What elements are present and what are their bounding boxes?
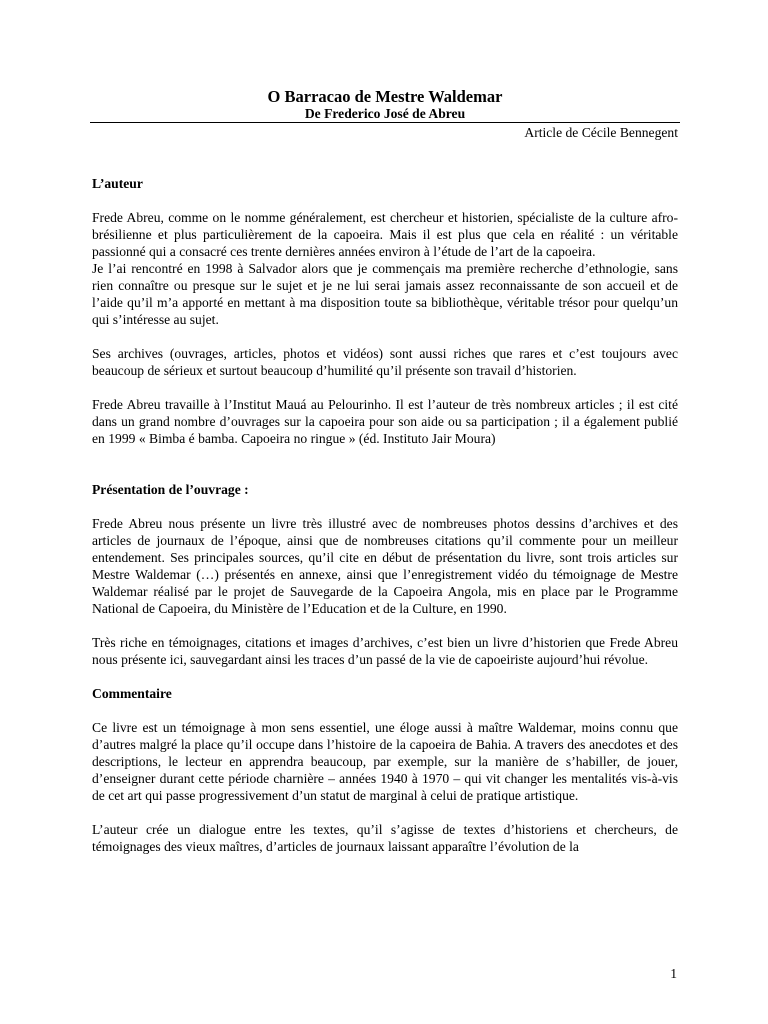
paragraph: Ce livre est un témoignage à mon sens essentiel, une éloge aussi à maître Waldemar, moins connu que d’autres malgré la place qu’il occupe dans l’histoire de la capoeira de Bahia. A travers des anecdotes et des descriptions, le lecteur en apprendra beaucoup, par exemple, sur la manière de s’habiller, de jouer, d’enseigner durant cette période charnière – années 1940 à 1970 – qui vit changer les mentalités vis-à-vis de cet art qui passe progressivement d’un statut de marginal à celui de pratique artistique. bbox=[92, 720, 678, 803]
paragraph: Frede Abreu, comme on le nomme généralement, est chercheur et historien, spécialiste de la culture afro-brésilienne et plus particulièrement de la capoeira. Mais il est plus que cela en réalité : un véritable passionné qui a consacré ces trente dernières années environ à l’étude de l’art de la capoeira. bbox=[92, 210, 678, 259]
document-subtitle: De Frederico José de Abreu bbox=[304, 106, 466, 121]
article-byline: Article de Cécile Bennegent bbox=[524, 125, 678, 140]
paragraph: Ses archives (ouvrages, articles, photos et vidéos) sont aussi riches que rares et c’est toujours avec beaucoup de sérieux et surtout beaucoup d’humilité qu’il présente son travail d’historien. bbox=[92, 346, 678, 378]
heading-commentary: Commentaire bbox=[92, 686, 172, 701]
document-title: O Barracao de Mestre Waldemar bbox=[267, 87, 503, 106]
paragraph: Frede Abreu travaille à l’Institut Mauá au Pelourinho. Il est l’auteur de très nombreux articles ; il est cité dans un grand nombre d’ouvrages sur la capoeira pour son aide ou sa participation ; il a également publié en 1999 « Bimba é bamba. Capoeira no ringue » (éd. Instituto Jair Moura) bbox=[92, 397, 678, 446]
document-page bbox=[92, 82, 678, 855]
page-number: 1 bbox=[670, 966, 677, 981]
paragraph: Très riche en témoignages, citations et images d’archives, c’est bien un livre d’historien que Frede Abreu nous présente ici, sauvegardant ainsi les traces d’un passé de la vie de capoeiriste aujourd’hui révolue. bbox=[92, 635, 678, 667]
heading-author: L’auteur bbox=[92, 176, 143, 191]
title-rule bbox=[90, 122, 680, 123]
paragraph: Je l’ai rencontré en 1998 à Salvador alors que je commençais ma première recherche d’ethnologie, sans rien connaître ou presque sur le sujet et je ne lui serai jamais assez reconnaissante de son accueil et de l’aide qu’il m’a apporté en mettant à ma disposition toute sa bibliothèque, véritable trésor pour quelqu’un qui s’intéresse au sujet. bbox=[92, 261, 678, 327]
heading-presentation: Présentation de l’ouvrage : bbox=[92, 482, 249, 497]
paragraph: Frede Abreu nous présente un livre très illustré avec de nombreuses photos dessins d’archives et des articles de journaux de l’époque, ainsi que de nombreuses citations qu’il commente pour un meilleur entendement. Ses principales sources, qu’il cite en début de présentation du livre, sont trois articles sur Mestre Waldemar (…) présentés en annexe, ainsi que l’enregistrement vidéo du témoignage de Mestre Waldemar réalisé par le projet de Sauvegarde de la Capoeira Angola, mis en place par le Programme National de Capoeira, du Ministère de l’Education et de la Culture, en 1990. bbox=[92, 516, 678, 616]
paragraph: L’auteur crée un dialogue entre les textes, qu’il s’agisse de textes d’historiens et chercheurs, de témoignages des vieux maîtres, d’articles de journaux laissant apparaître l’évolution de la bbox=[92, 822, 678, 854]
